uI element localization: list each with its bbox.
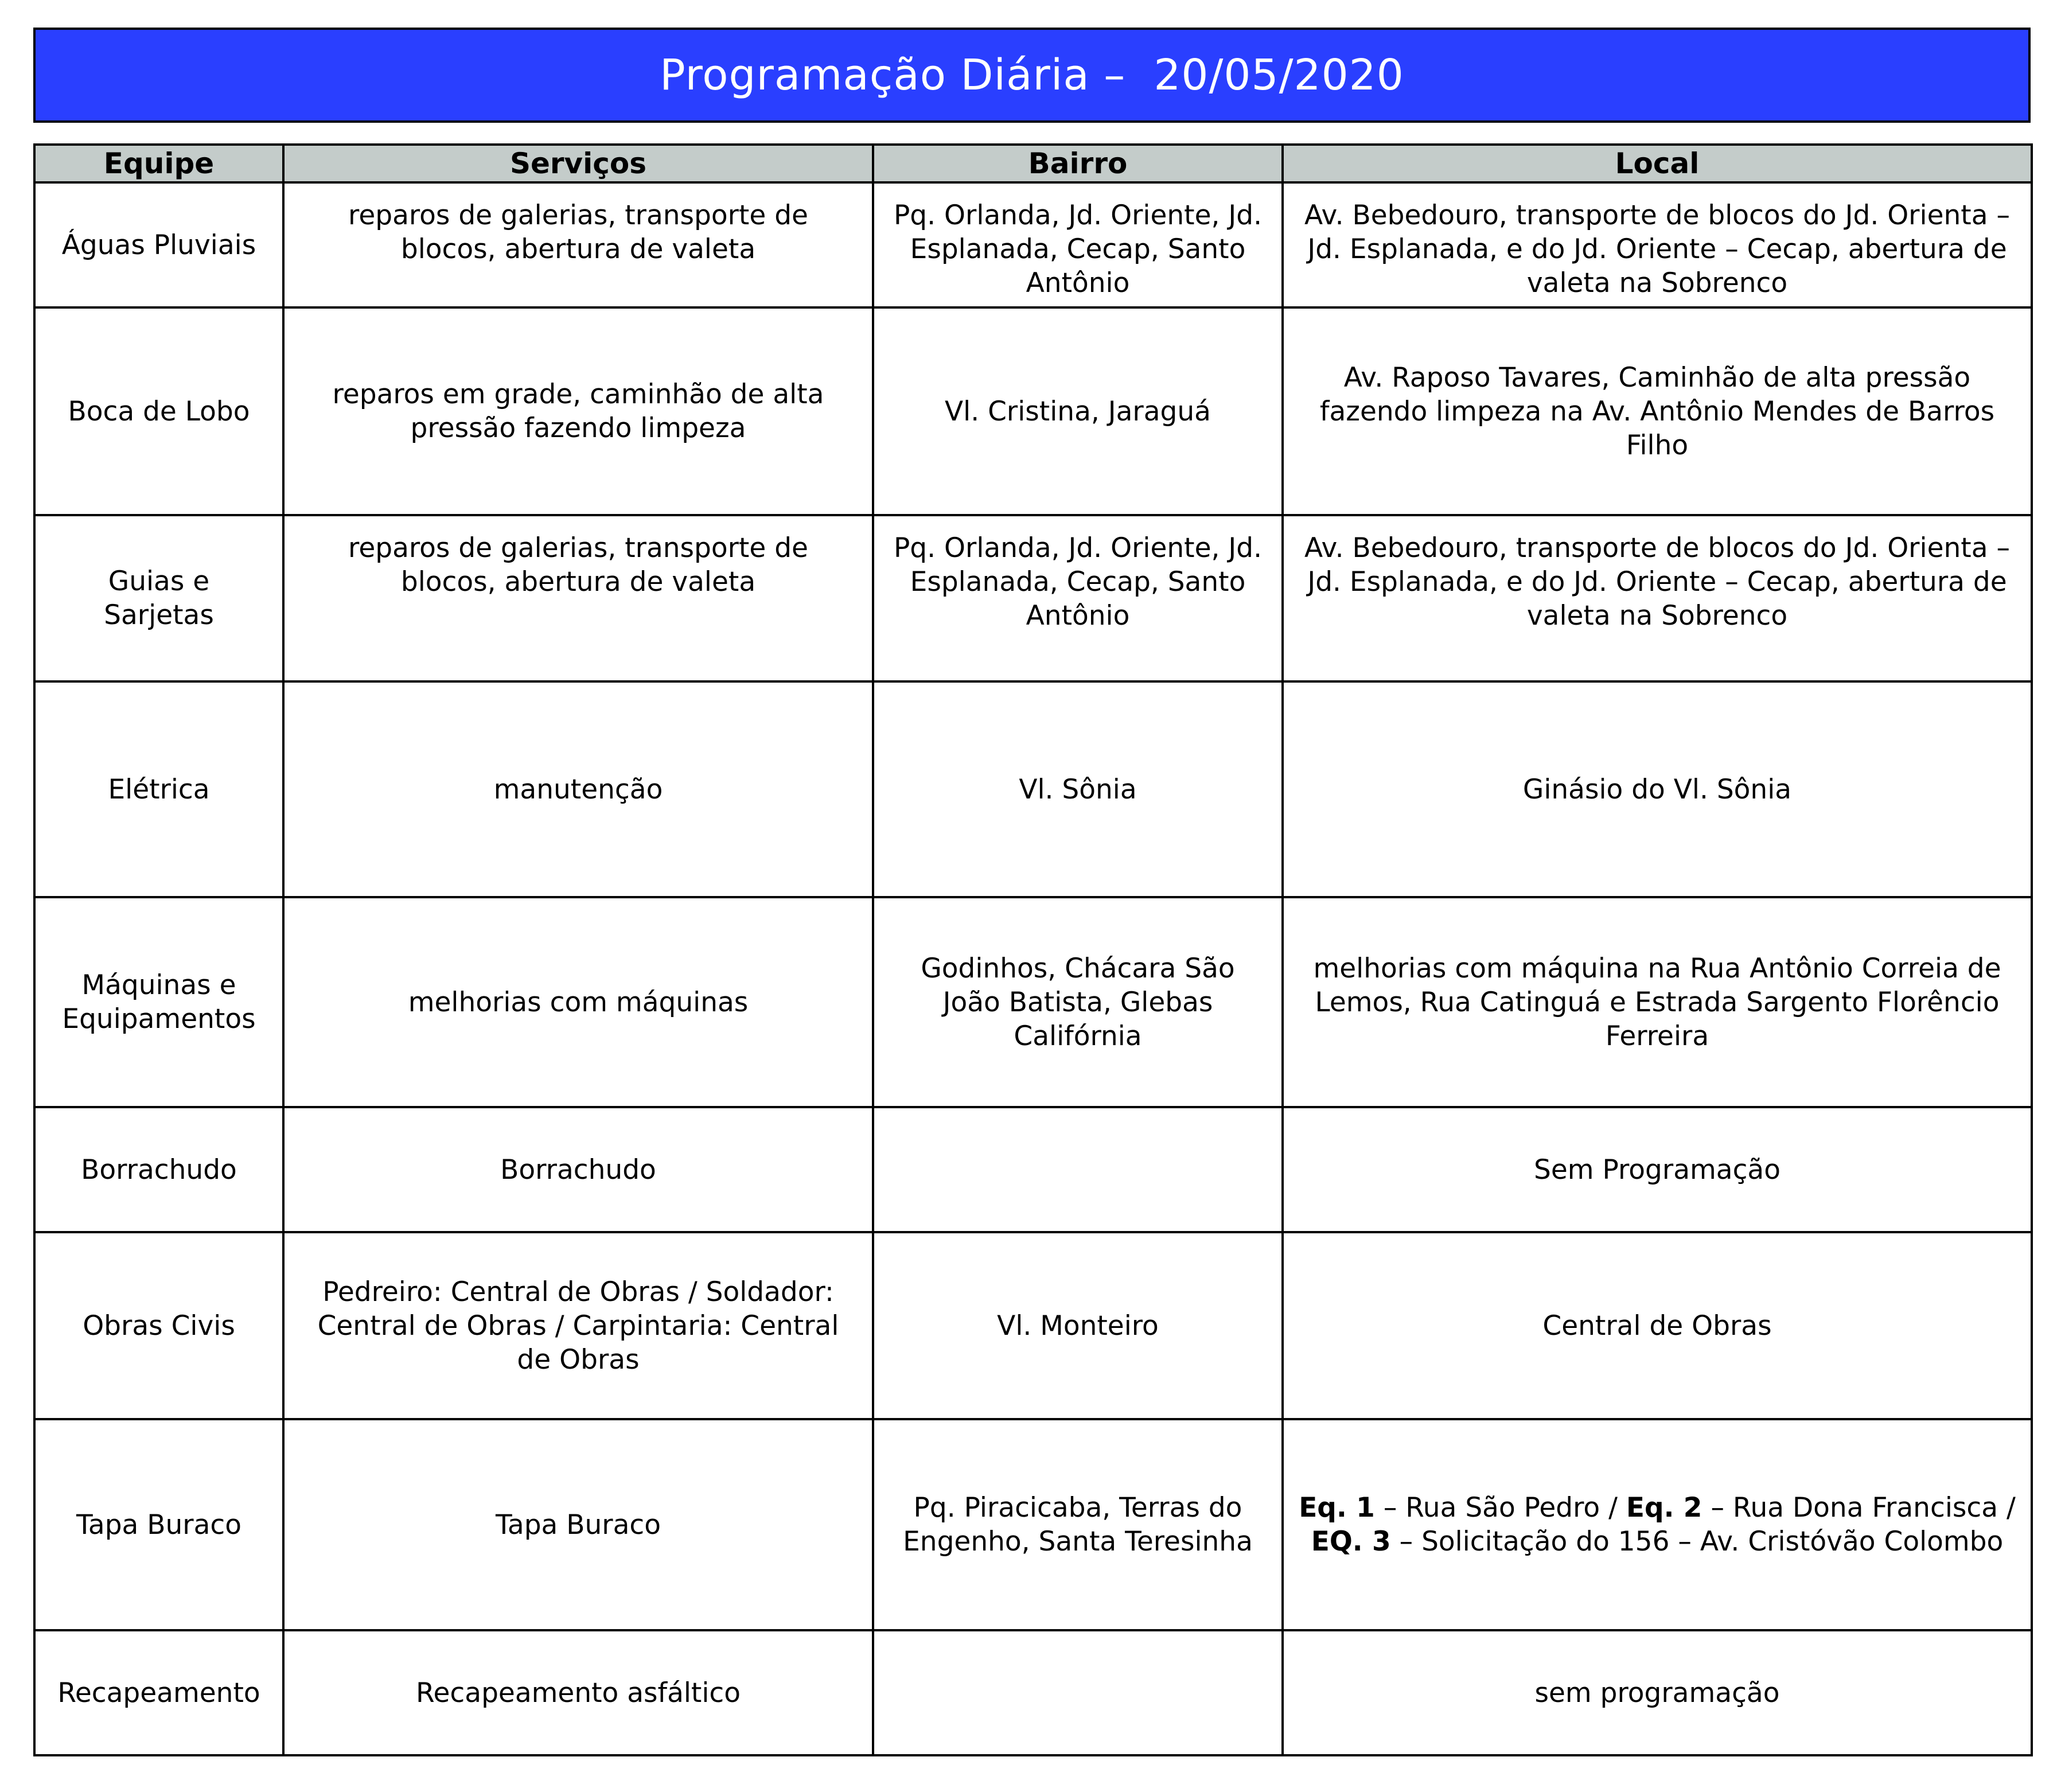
team-location: – Solicitação do 156 – Av. Cristóvão Colombo bbox=[1390, 1526, 2004, 1557]
table-header-row bbox=[34, 145, 2032, 182]
table-row bbox=[34, 307, 2032, 515]
servicos-cell: Recapeamento asfáltico bbox=[283, 1630, 873, 1755]
equipe-cell: Máquinas e Equipamentos bbox=[34, 897, 283, 1107]
local-cell bbox=[1283, 1419, 2032, 1630]
servicos-cell: Borrachudo bbox=[283, 1107, 873, 1232]
team-label: Eq. 2 bbox=[1626, 1492, 1702, 1524]
table-row bbox=[34, 897, 2032, 1107]
equipe-cell: Recapeamento bbox=[34, 1630, 283, 1755]
local-cell: Av. Raposo Tavares, Caminhão de alta pressão fazendo limpeza na Av. Antônio Mendes de Barros Filho bbox=[1283, 307, 2032, 515]
bairro-cell: Vl. Sônia bbox=[873, 681, 1283, 897]
servicos-cell: reparos de galerias, transporte de blocos, abertura de valeta bbox=[283, 515, 873, 681]
schedule-table bbox=[33, 143, 2033, 1756]
bairro-cell: Godinhos, Chácara São João Batista, Glebas Califórnia bbox=[873, 897, 1283, 1107]
local-cell: Sem Programação bbox=[1283, 1107, 2032, 1232]
bairro-cell: Vl. Cristina, Jaraguá bbox=[873, 307, 1283, 515]
column-header-bairro: Bairro bbox=[873, 145, 1283, 182]
table-row bbox=[34, 1107, 2032, 1232]
equipe-cell: Obras Civis bbox=[34, 1232, 283, 1419]
bairro-cell: Pq. Orlanda, Jd. Oriente, Jd. Esplanada, Cecap, Santo Antônio bbox=[873, 515, 1283, 681]
table-row bbox=[34, 182, 2032, 307]
column-header-servicos: Serviços bbox=[283, 145, 873, 182]
bairro-cell bbox=[873, 1107, 1283, 1232]
team-location: – Rua São Pedro / bbox=[1374, 1492, 1626, 1524]
page-title: Programação Diária – 20/05/2020 bbox=[660, 50, 1404, 100]
column-header-equipe: Equipe bbox=[34, 145, 283, 182]
equipe-cell: Guias e Sarjetas bbox=[34, 515, 283, 681]
bairro-cell: Pq. Orlanda, Jd. Oriente, Jd. Esplanada, Cecap, Santo Antônio bbox=[873, 182, 1283, 307]
equipe-cell: Tapa Buraco bbox=[34, 1419, 283, 1630]
table-row bbox=[34, 1419, 2032, 1630]
servicos-cell: melhorias com máquinas bbox=[283, 897, 873, 1107]
local-cell: Av. Bebedouro, transporte de blocos do Jd. Orienta – Jd. Esplanada, e do Jd. Oriente – Cecap, abertura de valeta na Sobrenco bbox=[1283, 182, 2032, 307]
team-label: Eq. 1 bbox=[1299, 1492, 1375, 1524]
equipe-cell: Elétrica bbox=[34, 681, 283, 897]
servicos-cell: reparos em grade, caminhão de alta pressão fazendo limpeza bbox=[283, 307, 873, 515]
local-cell: sem programação bbox=[1283, 1630, 2032, 1755]
bairro-cell bbox=[873, 1630, 1283, 1755]
bairro-cell: Pq. Piracicaba, Terras do Engenho, Santa Teresinha bbox=[873, 1419, 1283, 1630]
servicos-cell: Pedreiro: Central de Obras / Soldador: Central de Obras / Carpintaria: Central de Obras bbox=[283, 1232, 873, 1419]
local-cell: melhorias com máquina na Rua Antônio Correia de Lemos, Rua Catinguá e Estrada Sargento Florêncio Ferreira bbox=[1283, 897, 2032, 1107]
servicos-cell: Tapa Buraco bbox=[283, 1419, 873, 1630]
table-row bbox=[34, 1232, 2032, 1419]
table-row bbox=[34, 681, 2032, 897]
bairro-cell: Vl. Monteiro bbox=[873, 1232, 1283, 1419]
table-row bbox=[34, 515, 2032, 681]
title-banner bbox=[33, 28, 2031, 123]
team-label: EQ. 3 bbox=[1311, 1526, 1391, 1557]
equipe-cell: Borrachudo bbox=[34, 1107, 283, 1232]
local-cell: Central de Obras bbox=[1283, 1232, 2032, 1419]
servicos-cell: manutenção bbox=[283, 681, 873, 897]
servicos-cell: reparos de galerias, transporte de blocos, abertura de valeta bbox=[283, 182, 873, 307]
team-location: – Rua Dona Francisca / bbox=[1702, 1492, 2016, 1524]
local-cell: Av. Bebedouro, transporte de blocos do Jd. Orienta – Jd. Esplanada, e do Jd. Oriente – Cecap, abertura de valeta na Sobrenco bbox=[1283, 515, 2032, 681]
column-header-local: Local bbox=[1283, 145, 2032, 182]
local-cell: Ginásio do Vl. Sônia bbox=[1283, 681, 2032, 897]
equipe-cell: Boca de Lobo bbox=[34, 307, 283, 515]
table-row bbox=[34, 1630, 2032, 1755]
equipe-cell: Águas Pluviais bbox=[34, 182, 283, 307]
